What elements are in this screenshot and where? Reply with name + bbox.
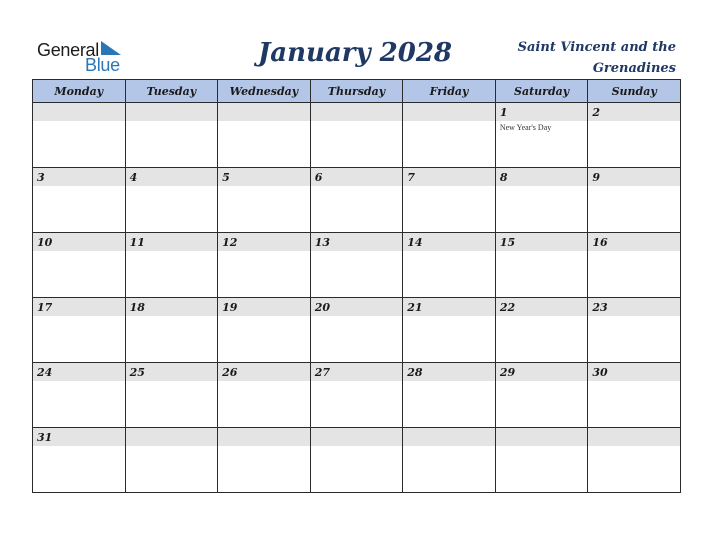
day-number: 29 xyxy=(499,366,516,379)
day-number-band xyxy=(588,233,680,251)
weekday-header: Friday xyxy=(403,80,496,103)
day-number: 13 xyxy=(314,236,330,249)
day-number: 20 xyxy=(314,301,330,314)
day-number-band xyxy=(496,168,588,186)
holiday-label: New Year's Day xyxy=(499,123,552,132)
day-cell[interactable] xyxy=(218,103,311,168)
day-cell[interactable] xyxy=(125,168,218,233)
day-number-band xyxy=(588,428,680,446)
day-number-band xyxy=(33,168,125,186)
day-cell[interactable] xyxy=(403,233,496,298)
day-number: 24 xyxy=(37,366,53,379)
day-number-band xyxy=(496,103,588,121)
day-number-band xyxy=(311,233,403,251)
day-number-band xyxy=(311,103,403,121)
day-number-band xyxy=(126,363,218,381)
day-number-band xyxy=(311,428,403,446)
day-cell[interactable] xyxy=(588,103,681,168)
day-cell[interactable] xyxy=(588,428,681,493)
week-row xyxy=(33,363,681,428)
week-row xyxy=(33,233,681,298)
day-number-band xyxy=(496,298,588,316)
weekday-header: Wednesday xyxy=(218,80,311,103)
day-number: 23 xyxy=(592,301,608,314)
day-number-band xyxy=(218,298,310,316)
day-number-band xyxy=(126,298,218,316)
day-number-band xyxy=(126,103,218,121)
day-cell[interactable] xyxy=(588,298,681,363)
day-cell[interactable] xyxy=(33,103,126,168)
day-number: 27 xyxy=(314,366,330,379)
day-cell[interactable] xyxy=(125,298,218,363)
day-cell[interactable] xyxy=(33,168,126,233)
day-number-band xyxy=(403,103,495,121)
day-cell[interactable] xyxy=(33,233,126,298)
day-cell[interactable] xyxy=(310,103,403,168)
day-number-band xyxy=(588,363,680,381)
weekday-header: Saturday xyxy=(495,80,588,103)
day-cell[interactable] xyxy=(403,298,496,363)
day-number-band xyxy=(126,233,218,251)
day-cell[interactable] xyxy=(588,233,681,298)
day-number: 2 xyxy=(592,106,601,119)
day-number-band xyxy=(126,428,218,446)
day-number-band xyxy=(588,168,680,186)
day-number-band xyxy=(126,168,218,186)
day-cell[interactable] xyxy=(310,298,403,363)
day-number: 1 xyxy=(499,106,508,119)
day-cell[interactable] xyxy=(33,298,126,363)
day-cell[interactable] xyxy=(403,103,496,168)
day-number: 28 xyxy=(407,366,423,379)
day-cell[interactable] xyxy=(310,233,403,298)
day-number-band xyxy=(496,363,588,381)
day-number-band xyxy=(403,168,495,186)
day-number: 12 xyxy=(222,236,238,249)
day-number: 17 xyxy=(37,301,53,314)
day-number-band xyxy=(218,233,310,251)
country-name: Saint Vincent and the Grenadines xyxy=(517,40,676,76)
day-cell[interactable] xyxy=(310,363,403,428)
day-number-band xyxy=(496,428,588,446)
day-number: 18 xyxy=(129,301,145,314)
day-cell[interactable] xyxy=(33,363,126,428)
weekday-header: Thursday xyxy=(310,80,403,103)
day-number-band xyxy=(403,428,495,446)
day-cell[interactable] xyxy=(125,103,218,168)
day-cell[interactable] xyxy=(218,233,311,298)
calendar-grid xyxy=(32,79,681,493)
day-cell[interactable] xyxy=(218,363,311,428)
day-number-band xyxy=(33,363,125,381)
day-number-band xyxy=(33,428,125,446)
generalblue-logo xyxy=(37,38,137,74)
weekday-header: Monday xyxy=(33,80,126,103)
day-number: 16 xyxy=(592,236,608,249)
week-row xyxy=(33,428,681,493)
day-cell[interactable] xyxy=(310,168,403,233)
day-number-band xyxy=(33,233,125,251)
day-number-band xyxy=(403,363,495,381)
weekday-header: Sunday xyxy=(588,80,681,103)
weekday-header-row xyxy=(33,80,681,103)
day-number-band xyxy=(218,363,310,381)
day-cell[interactable] xyxy=(125,363,218,428)
day-cell[interactable] xyxy=(495,363,588,428)
day-number-band xyxy=(218,428,310,446)
day-cell[interactable] xyxy=(218,168,311,233)
day-number-band xyxy=(311,298,403,316)
day-cell[interactable] xyxy=(33,428,126,493)
day-cell[interactable] xyxy=(125,233,218,298)
day-cell[interactable] xyxy=(588,363,681,428)
weekday-header: Tuesday xyxy=(125,80,218,103)
day-number-band xyxy=(218,168,310,186)
day-number-band xyxy=(496,233,588,251)
day-cell[interactable] xyxy=(495,428,588,493)
day-number-band xyxy=(403,233,495,251)
day-cell[interactable] xyxy=(495,233,588,298)
day-number: 19 xyxy=(222,301,238,314)
day-number-band xyxy=(33,103,125,121)
day-cell[interactable] xyxy=(310,428,403,493)
day-cell[interactable] xyxy=(588,168,681,233)
day-cell[interactable] xyxy=(403,428,496,493)
day-number: 15 xyxy=(499,236,516,249)
day-number: 4 xyxy=(129,171,138,184)
day-number: 10 xyxy=(37,236,53,249)
day-number: 7 xyxy=(407,171,415,184)
day-number-band xyxy=(588,103,680,121)
day-number-band xyxy=(218,103,310,121)
day-number: 5 xyxy=(222,171,230,184)
day-cell[interactable] xyxy=(218,428,311,493)
day-number: 26 xyxy=(222,366,238,379)
day-number: 25 xyxy=(129,366,145,379)
day-cell[interactable] xyxy=(403,168,496,233)
day-number: 9 xyxy=(592,171,601,184)
day-number-band xyxy=(33,298,125,316)
day-cell[interactable] xyxy=(218,298,311,363)
day-cell[interactable] xyxy=(495,298,588,363)
day-number-band xyxy=(311,168,403,186)
day-cell[interactable] xyxy=(403,363,496,428)
day-number: 22 xyxy=(499,301,516,314)
day-number: 8 xyxy=(499,171,508,184)
day-cell[interactable] xyxy=(125,428,218,493)
day-cell[interactable] xyxy=(495,103,588,168)
day-number: 6 xyxy=(314,171,323,184)
day-number: 21 xyxy=(407,301,423,314)
day-number-band xyxy=(403,298,495,316)
day-number-band xyxy=(588,298,680,316)
week-row xyxy=(33,168,681,233)
week-row xyxy=(33,103,681,168)
day-number: 31 xyxy=(37,431,53,444)
day-number: 14 xyxy=(407,236,423,249)
day-cell[interactable] xyxy=(495,168,588,233)
day-number-band xyxy=(311,363,403,381)
logo-word-general: General xyxy=(37,40,99,60)
day-number: 3 xyxy=(37,171,45,184)
day-number: 30 xyxy=(592,366,608,379)
logo-word-blue: Blue xyxy=(85,55,120,75)
week-row xyxy=(33,298,681,363)
day-number: 11 xyxy=(129,236,145,249)
calendar-title: January 2028 xyxy=(257,38,453,68)
